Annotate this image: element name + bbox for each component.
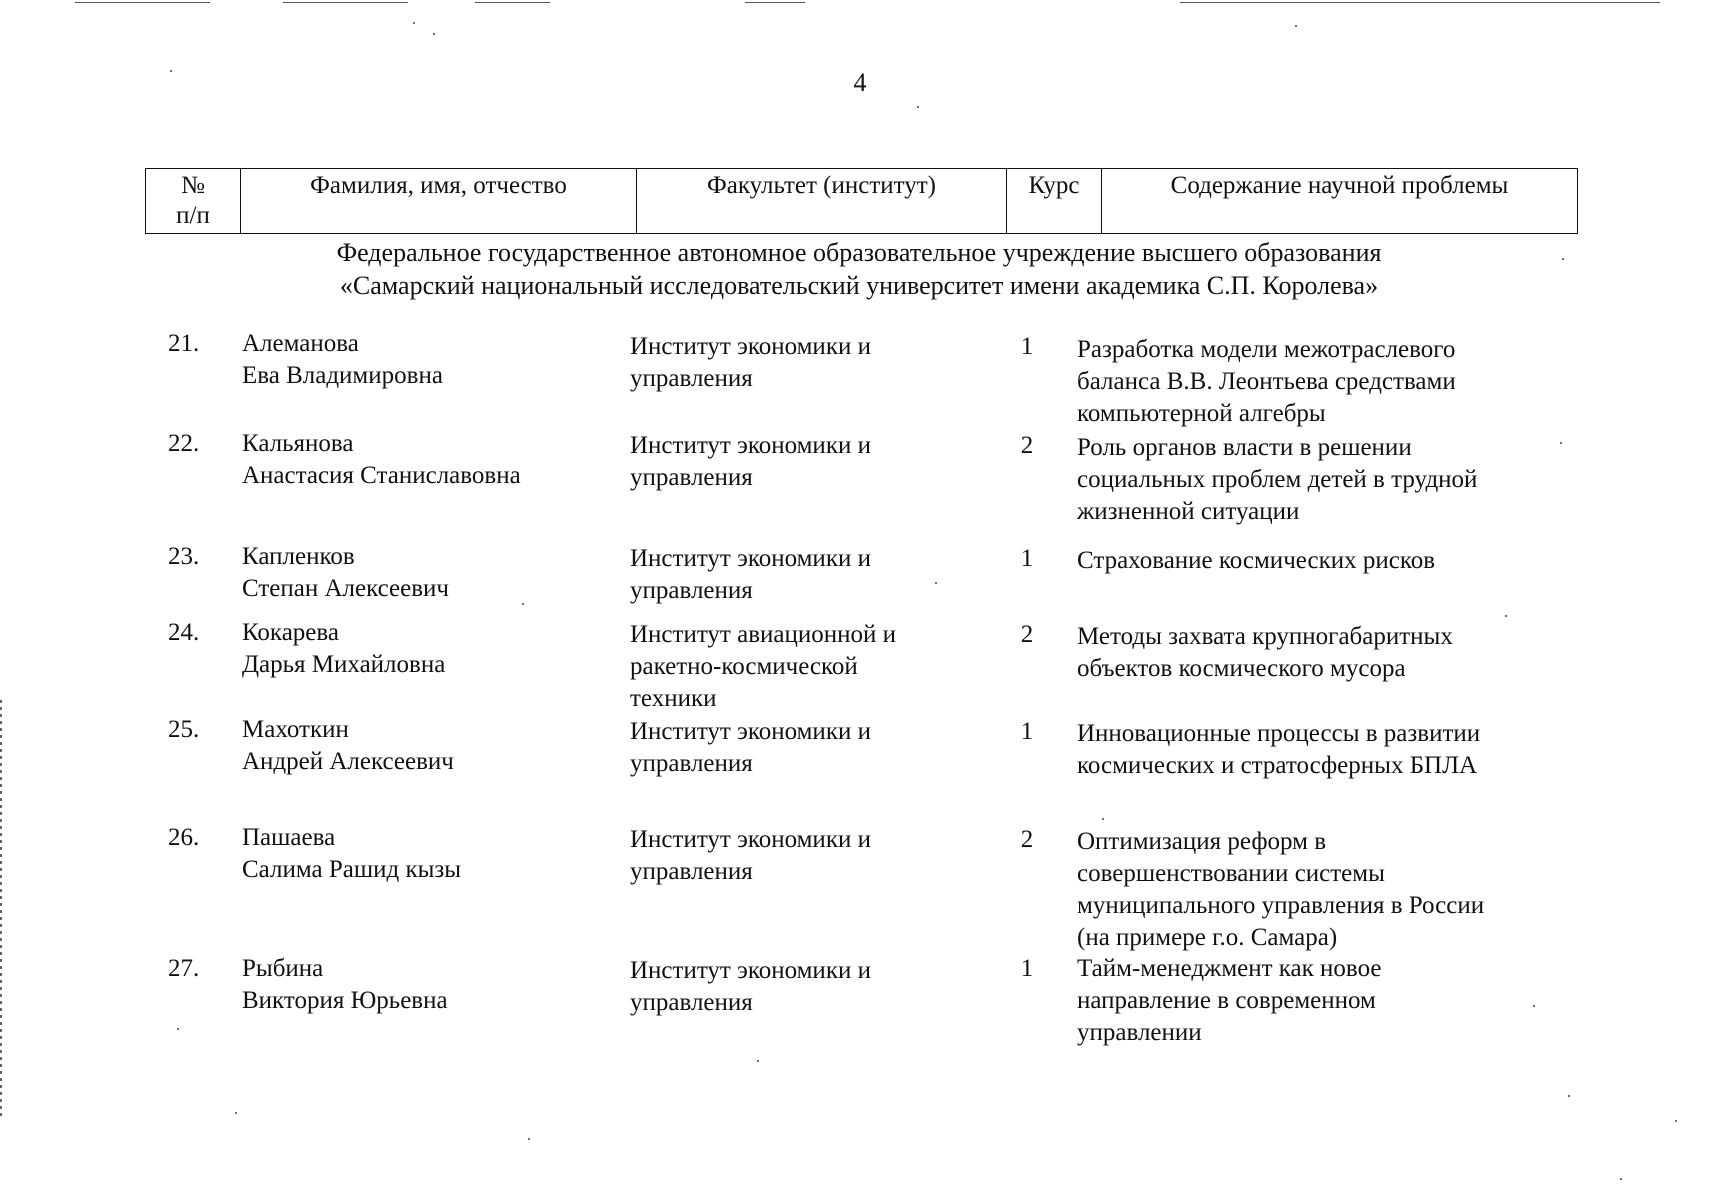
- scan-artifact-line: [475, 2, 550, 3]
- scan-artifact-speck: [1560, 442, 1562, 444]
- topic-line: социальных проблем детей в трудной: [1077, 466, 1478, 493]
- research-topic: [1077, 334, 1557, 430]
- institute-line: управления: [630, 365, 753, 392]
- institute-line: Институт экономики и: [630, 826, 871, 853]
- scan-artifact-speck: [1295, 25, 1297, 27]
- row-number: 26.: [168, 824, 200, 851]
- institute-line: управления: [630, 858, 753, 885]
- student-given-names: Ева Владимировна: [242, 362, 443, 389]
- topic-line: Методы захвата крупногабаритных: [1077, 623, 1453, 650]
- student-name: [242, 714, 612, 778]
- student-name: [242, 428, 612, 492]
- table-header: [145, 168, 1578, 234]
- research-topic: [1077, 545, 1557, 577]
- page-number: 4: [853, 68, 867, 97]
- student-surname: Рыбина: [242, 955, 324, 982]
- scan-artifact-speck: [177, 1028, 179, 1030]
- institute-line: Институт экономики и: [630, 957, 871, 984]
- header-faculty: Факультет (институт): [637, 169, 1007, 234]
- student-name: [242, 822, 612, 886]
- research-topic: [1077, 953, 1557, 1049]
- institute-line: Институт экономики и: [630, 333, 871, 360]
- header-course: Курс: [1007, 169, 1102, 234]
- header-full-name: Фамилия, имя, отчество: [241, 169, 637, 234]
- student-institute: [630, 824, 970, 888]
- header-number-cell: [146, 169, 241, 234]
- institution-line: Федеральное государственное автономное образовательное учреждение высшего образования: [336, 238, 1382, 267]
- scan-artifact-speck: [757, 1060, 759, 1062]
- scan-artifact-speck: [1675, 1120, 1677, 1122]
- scan-artifact-line: [283, 2, 408, 3]
- topic-line: муниципального управления в России: [1077, 892, 1485, 919]
- institute-line: управления: [630, 464, 753, 491]
- student-course: 2: [1020, 826, 1034, 853]
- row-number: 21.: [168, 330, 200, 357]
- institute-line: техники: [630, 685, 717, 712]
- research-topic: [1077, 718, 1557, 782]
- topic-line: Роль органов власти в решении: [1077, 434, 1412, 461]
- topic-line: Разработка модели межотраслевого: [1077, 336, 1456, 363]
- research-topic: [1077, 432, 1557, 528]
- student-surname: Пашаева: [242, 824, 336, 851]
- topic-line: направление в современном: [1077, 987, 1376, 1014]
- topic-line: Оптимизация реформ в: [1077, 828, 1327, 855]
- student-institute: [630, 955, 970, 1019]
- header-topic: Содержание научной проблемы: [1102, 169, 1578, 234]
- research-topic: [1077, 826, 1557, 954]
- topic-line: компьютерной алгебры: [1077, 400, 1326, 427]
- scan-artifact-speck: [1505, 615, 1507, 617]
- scan-artifact-line: [1180, 2, 1660, 3]
- row-number: 24.: [168, 619, 200, 646]
- scan-artifact-speck: [1568, 1095, 1570, 1097]
- header-number-label: №: [181, 172, 205, 199]
- institution-line: «Самарский национальный исследовательский университет имени академика С.П. Королева»: [339, 271, 1379, 300]
- institute-line: управления: [630, 750, 753, 777]
- scan-artifact-speck: [235, 1112, 237, 1114]
- institution-heading: [0, 236, 1709, 302]
- student-name: [242, 953, 612, 1017]
- student-name: [242, 541, 612, 605]
- student-given-names: Анастасия Станиславовна: [242, 462, 521, 489]
- row-number: 22.: [168, 430, 200, 457]
- student-course: 2: [1020, 432, 1034, 459]
- student-surname: Махоткин: [242, 716, 349, 743]
- scan-artifact-speck: [413, 22, 415, 24]
- topic-line: объектов космического мусора: [1077, 655, 1406, 682]
- scan-artifact-speck: [1102, 818, 1104, 820]
- topic-line: жизненной ситуации: [1077, 498, 1300, 525]
- student-institute: [630, 543, 970, 607]
- topic-line: (на примере г.о. Самара): [1077, 924, 1338, 951]
- research-topic: [1077, 621, 1557, 685]
- institute-line: управления: [630, 577, 753, 604]
- student-given-names: Дарья Михайловна: [242, 651, 446, 678]
- student-course: 1: [1020, 955, 1034, 982]
- topic-line: Инновационные процессы в развитии: [1077, 720, 1481, 747]
- student-institute: [630, 619, 970, 715]
- topic-line: баланса В.В. Леонтьева средствами: [1077, 368, 1456, 395]
- student-surname: Кальянова: [242, 430, 354, 457]
- student-given-names: Салима Рашид кызы: [242, 856, 462, 883]
- institute-line: Институт экономики и: [630, 432, 871, 459]
- scan-artifact-line: [745, 2, 805, 3]
- student-name: [242, 617, 612, 681]
- student-given-names: Степан Алексеевич: [242, 575, 449, 602]
- student-course: 1: [1020, 333, 1034, 360]
- scan-artifact-speck: [433, 33, 435, 35]
- row-number: 23.: [168, 543, 200, 570]
- institute-line: Институт авиационной и: [630, 621, 897, 648]
- header-number-sublabel: п/п: [176, 202, 210, 229]
- student-course: 2: [1020, 621, 1034, 648]
- student-surname: Капленков: [242, 543, 355, 570]
- student-institute: [630, 716, 970, 780]
- topic-line: Страхование космических рисков: [1077, 547, 1436, 574]
- student-surname: Кокарева: [242, 619, 339, 646]
- scan-artifact-speck: [528, 1138, 530, 1140]
- topic-line: управлении: [1077, 1019, 1202, 1046]
- institute-line: ракетно-космической: [630, 653, 858, 680]
- topic-line: Тайм-менеджмент как новое: [1077, 955, 1382, 982]
- student-name: [242, 328, 612, 392]
- student-given-names: Андрей Алексеевич: [242, 748, 454, 775]
- student-course: 1: [1020, 545, 1034, 572]
- institute-line: Институт экономики и: [630, 718, 871, 745]
- topic-line: космических и стратосферных БПЛА: [1077, 752, 1478, 779]
- institute-line: Институт экономики и: [630, 545, 871, 572]
- student-institute: [630, 331, 970, 395]
- student-surname: Алеманова: [242, 330, 359, 357]
- scan-artifact-line: [75, 2, 210, 3]
- student-given-names: Виктория Юрьевна: [242, 987, 448, 1014]
- institute-line: управления: [630, 989, 753, 1016]
- row-number: 27.: [168, 955, 200, 982]
- scan-artifact-edge: [0, 700, 2, 1120]
- scan-artifact-speck: [1620, 1178, 1622, 1180]
- scan-artifact-speck: [917, 106, 919, 108]
- topic-line: совершенствовании системы: [1077, 860, 1385, 887]
- student-institute: [630, 430, 970, 494]
- student-course: 1: [1020, 718, 1034, 745]
- row-number: 25.: [168, 716, 200, 743]
